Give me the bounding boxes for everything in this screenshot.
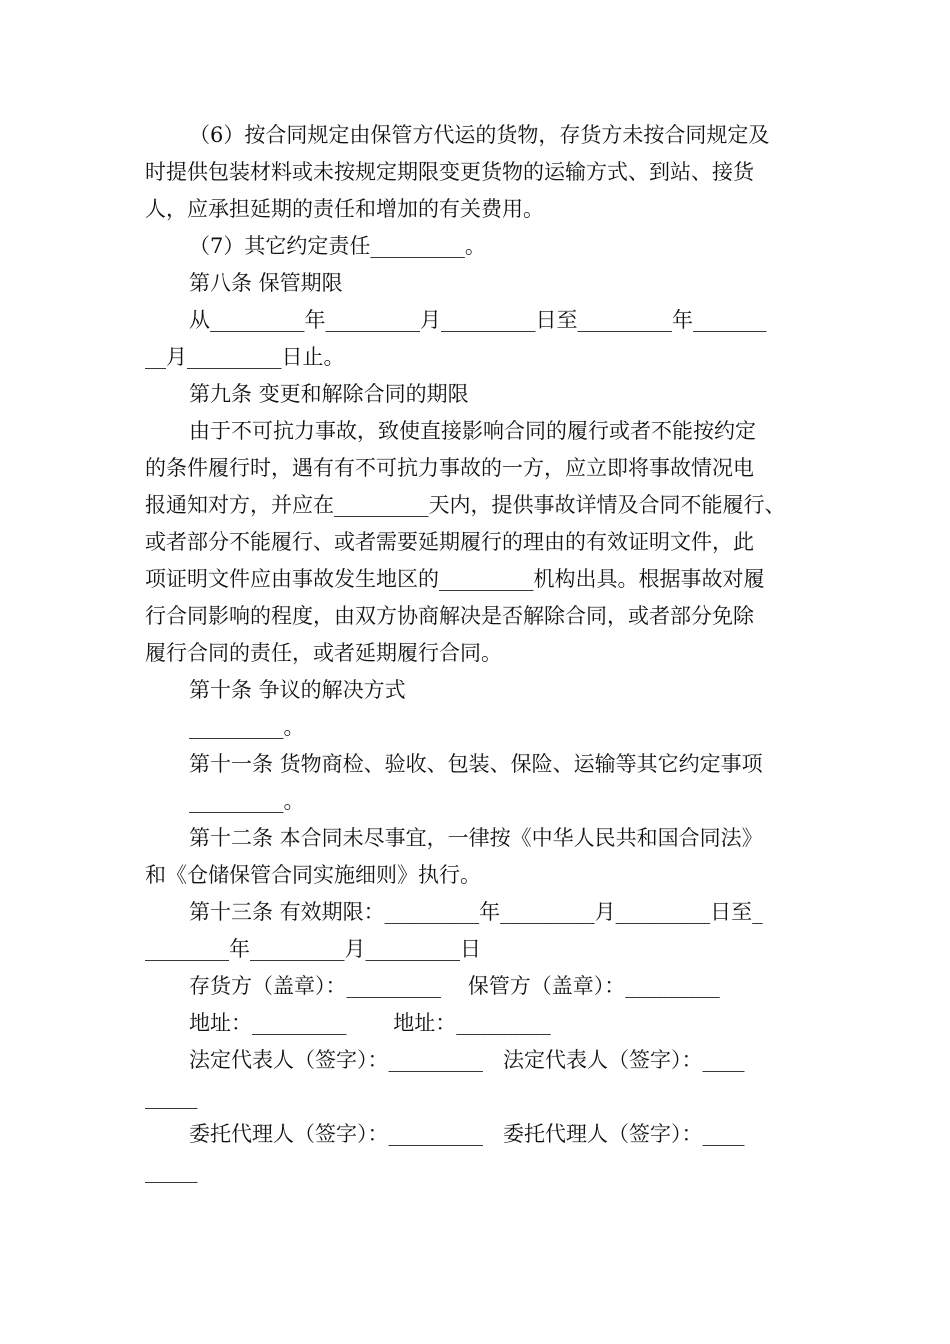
text-line: 法定代表人（签字）：_________ 法定代表人（签字）：____	[189, 1048, 745, 1072]
text-line: 存货方（盖章）：_________ 保管方（盖章）：_________	[189, 974, 720, 998]
text-line: _____	[145, 1085, 198, 1109]
text-line: 项证明文件应由事故发生地区的_________机构出具。根据事故对履	[145, 567, 765, 591]
text-line: 履行合同的责任，或者延期履行合同。	[145, 641, 502, 665]
text-line: 委托代理人（签字）：_________ 委托代理人（签字）：____	[189, 1122, 745, 1146]
text-line: 行合同影响的程度，由双方协商解决是否解除合同，或者部分免除	[145, 604, 754, 628]
text-line: 第八条 保管期限	[189, 271, 343, 295]
text-line: ________年_________月_________日	[145, 937, 481, 961]
text-line: （7）其它约定责任_________。	[189, 234, 486, 258]
text-line: _________。	[189, 789, 305, 813]
text-line: _________。	[189, 715, 305, 739]
text-line: 报通知对方，并应在_________天内，提供事故详情及合同不能履行、	[145, 493, 786, 517]
text-line: 第十一条 货物商检、验收、包装、保险、运输等其它约定事项	[189, 752, 763, 776]
text-line: 第九条 变更和解除合同的期限	[189, 382, 469, 406]
text-line: __月_________日止。	[145, 345, 345, 369]
text-line: 第十条 争议的解决方式	[189, 678, 406, 702]
contract-page	[145, 117, 825, 1190]
text-line: 地址：_________ 地址：_________	[189, 1011, 551, 1035]
text-line: _____	[145, 1159, 198, 1183]
text-line: 或者部分不能履行、或者需要延期履行的理由的有效证明文件，此	[145, 530, 754, 554]
text-line: （6）按合同规定由保管方代运的货物，存货方未按合同规定及	[189, 123, 770, 147]
text-line: 的条件履行时，遇有有不可抗力事故的一方，应立即将事故情况电	[145, 456, 754, 480]
text-line: 从_________年_________月_________日至_________年_______	[189, 308, 767, 332]
text-line: 由于不可抗力事故，致使直接影响合同的履行或者不能按约定	[189, 419, 756, 443]
text-line: 时提供包装材料或未按规定期限变更货物的运输方式、到站、接货	[145, 160, 754, 184]
contract-body	[145, 117, 825, 1190]
text-line: 第十二条 本合同未尽事宜，一律按《中华人民共和国合同法》	[189, 826, 763, 850]
text-line: 和《仓储保管合同实施细则》执行。	[145, 863, 481, 887]
text-line: 人，应承担延期的责任和增加的有关费用。	[145, 197, 544, 221]
text-line: 第十三条 有效期限：_________年_________月_________日至_	[189, 900, 763, 924]
